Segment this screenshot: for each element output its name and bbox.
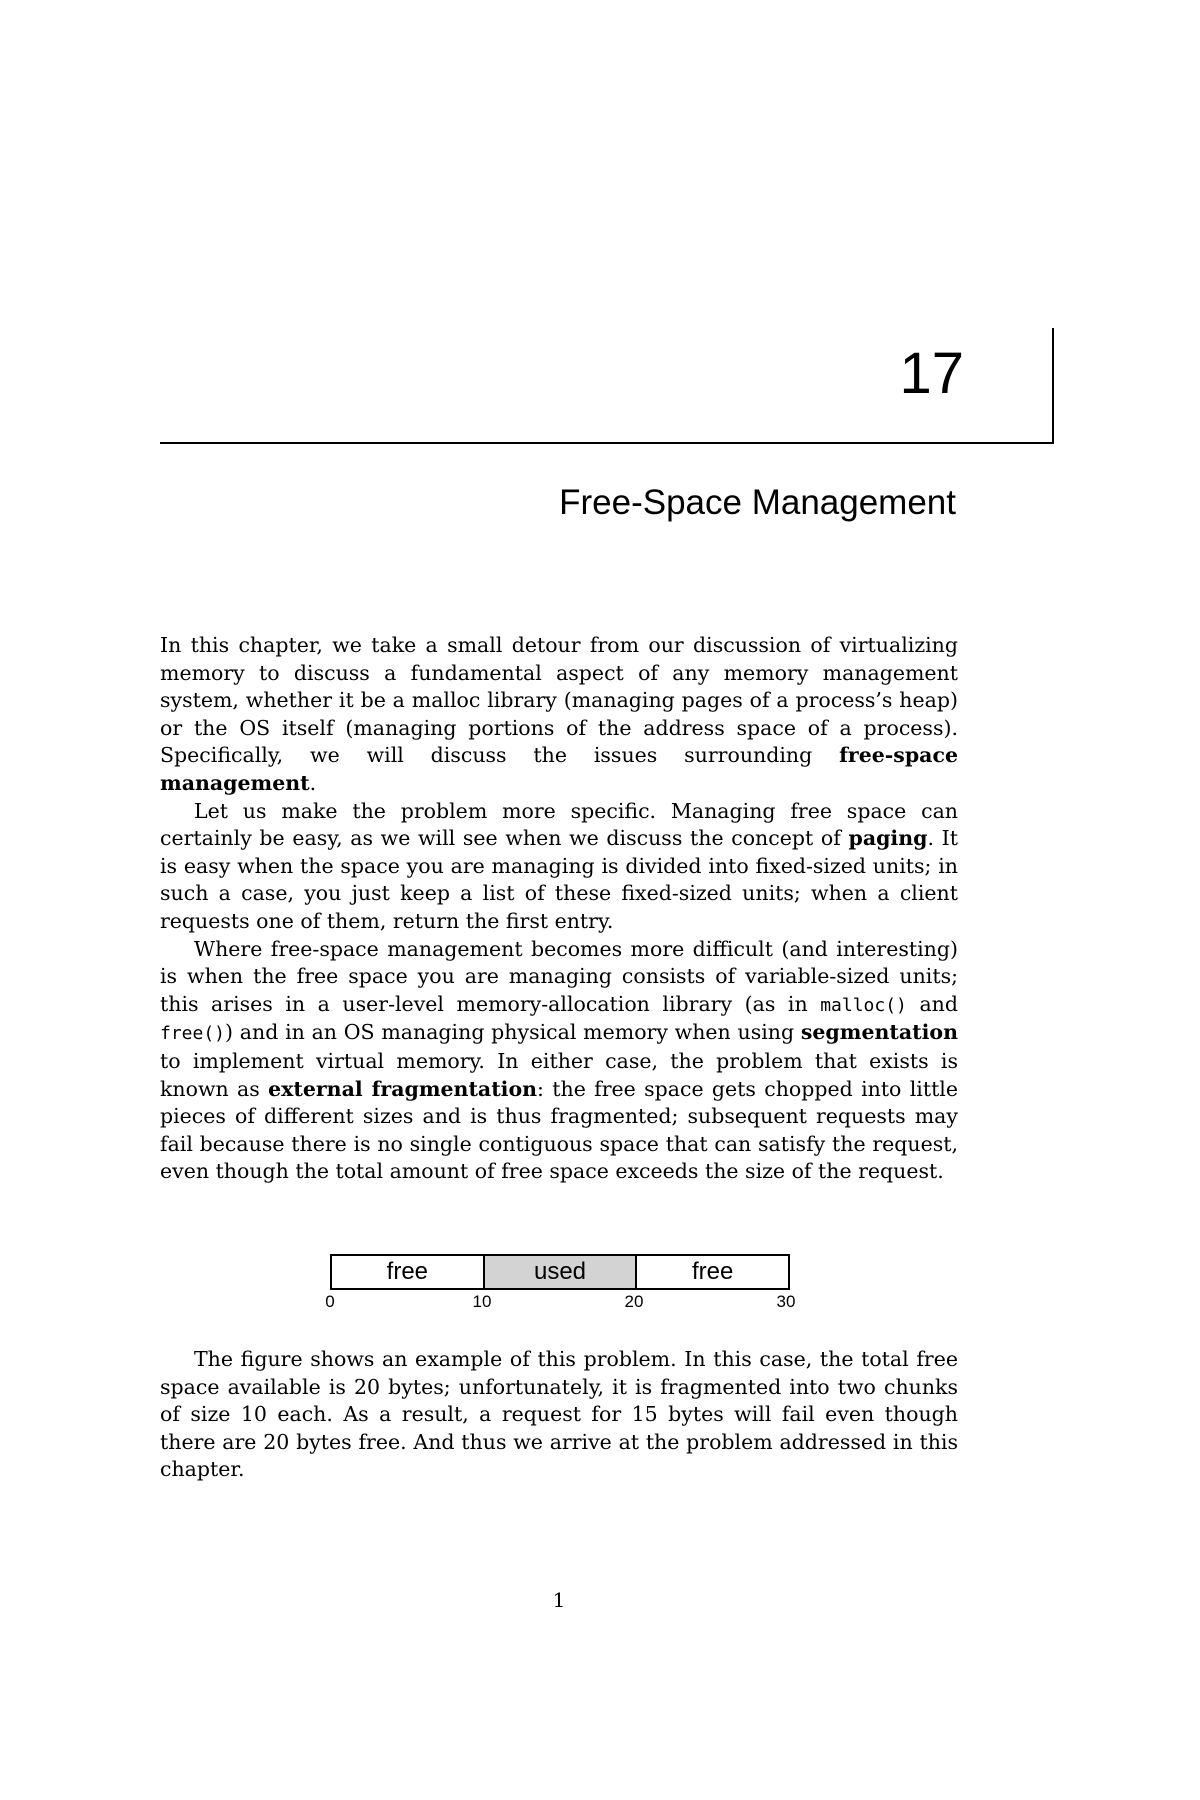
segment-free-1: free [386,1258,429,1285]
paragraph-3-text-4: to implement virtual memory. In either case, the problem that exists is known as [160,1048,958,1101]
paragraph-3-text-1: Where free-space management becomes more difficult (and interesting) is when the free space you are managing consists of variable-sized units; this arises in a user-level memory-allocation library (as in [160,936,958,1016]
code-malloc: malloc() [820,994,907,1016]
paragraph-1-text-2: . [309,770,317,795]
paragraph-3-text-5: : the free space gets chopped into little pieces of different sizes and is thus fragmented; subsequent requests may fail because there is no single contiguous space that can satisfy the request, even though the total amount of free space exceeds the size of the request. [160,1076,958,1184]
paragraph-1 [160,632,958,798]
chapter-title: Free-Space Management [559,483,956,522]
paragraph-3-text-3: ) and in an OS managing physical memory when using [225,1020,801,1045]
term-paging: paging [848,826,928,851]
fragmentation-figure [325,1254,796,1314]
memory-bar [330,1254,790,1290]
tick-label-30: 30 [776,1292,796,1311]
term-segmentation: segmentation [800,1020,958,1045]
term-free-space-management: free-space management [160,743,958,795]
paragraph-2-text-2: . It is easy when the space you are managing is divided into fixed-sized units; in such a case, you just keep a list of these fixed-sized units; when a client requests one of them, return the first entry. [160,826,958,933]
tick-label-20: 20 [624,1292,644,1311]
segment-used: used [483,1256,636,1288]
tick-label-0: 0 [325,1292,335,1311]
tick-label-10: 10 [472,1292,492,1311]
paragraph-2 [160,798,958,936]
paragraph-1-text-1: In this chapter, we take a small detour from our discussion of virtualizing memory to discuss a fundamental aspect of any memory management system, whether it be a malloc library (managing pages of a process’s heap) or the OS itself (managing portions of the address space of a process). Specifically, we will discuss the issues surrounding [160,633,958,768]
code-free: free() [160,1023,226,1045]
paragraph-2-text-1: Let us make the problem more specific. Managing free space can certainly be easy, as we will see when we discuss the concept of [160,798,958,851]
body-text-after-figure [160,1346,958,1484]
body-text [160,632,958,1186]
chapter-rule-vertical [1052,328,1054,444]
chapter-rule-horizontal [160,442,1054,444]
paragraph-3 [160,936,958,1186]
page-number: 1 [552,1588,566,1612]
segment-free-2: free [635,1256,788,1288]
chapter-number: 17 [899,341,964,406]
paragraph-3-text-2: and [906,991,958,1016]
term-external-fragmentation: external fragmentation [268,1076,538,1101]
paragraph-4: The figure shows an example of this problem. In this case, the total free space available is 20 bytes; unfortunately, it is fragmented into two chunks of size 10 each. As a result, a request for 15 bytes will fail even though there are 20 bytes free. And thus we arrive at the problem addressed in this chapter. [160,1347,958,1482]
